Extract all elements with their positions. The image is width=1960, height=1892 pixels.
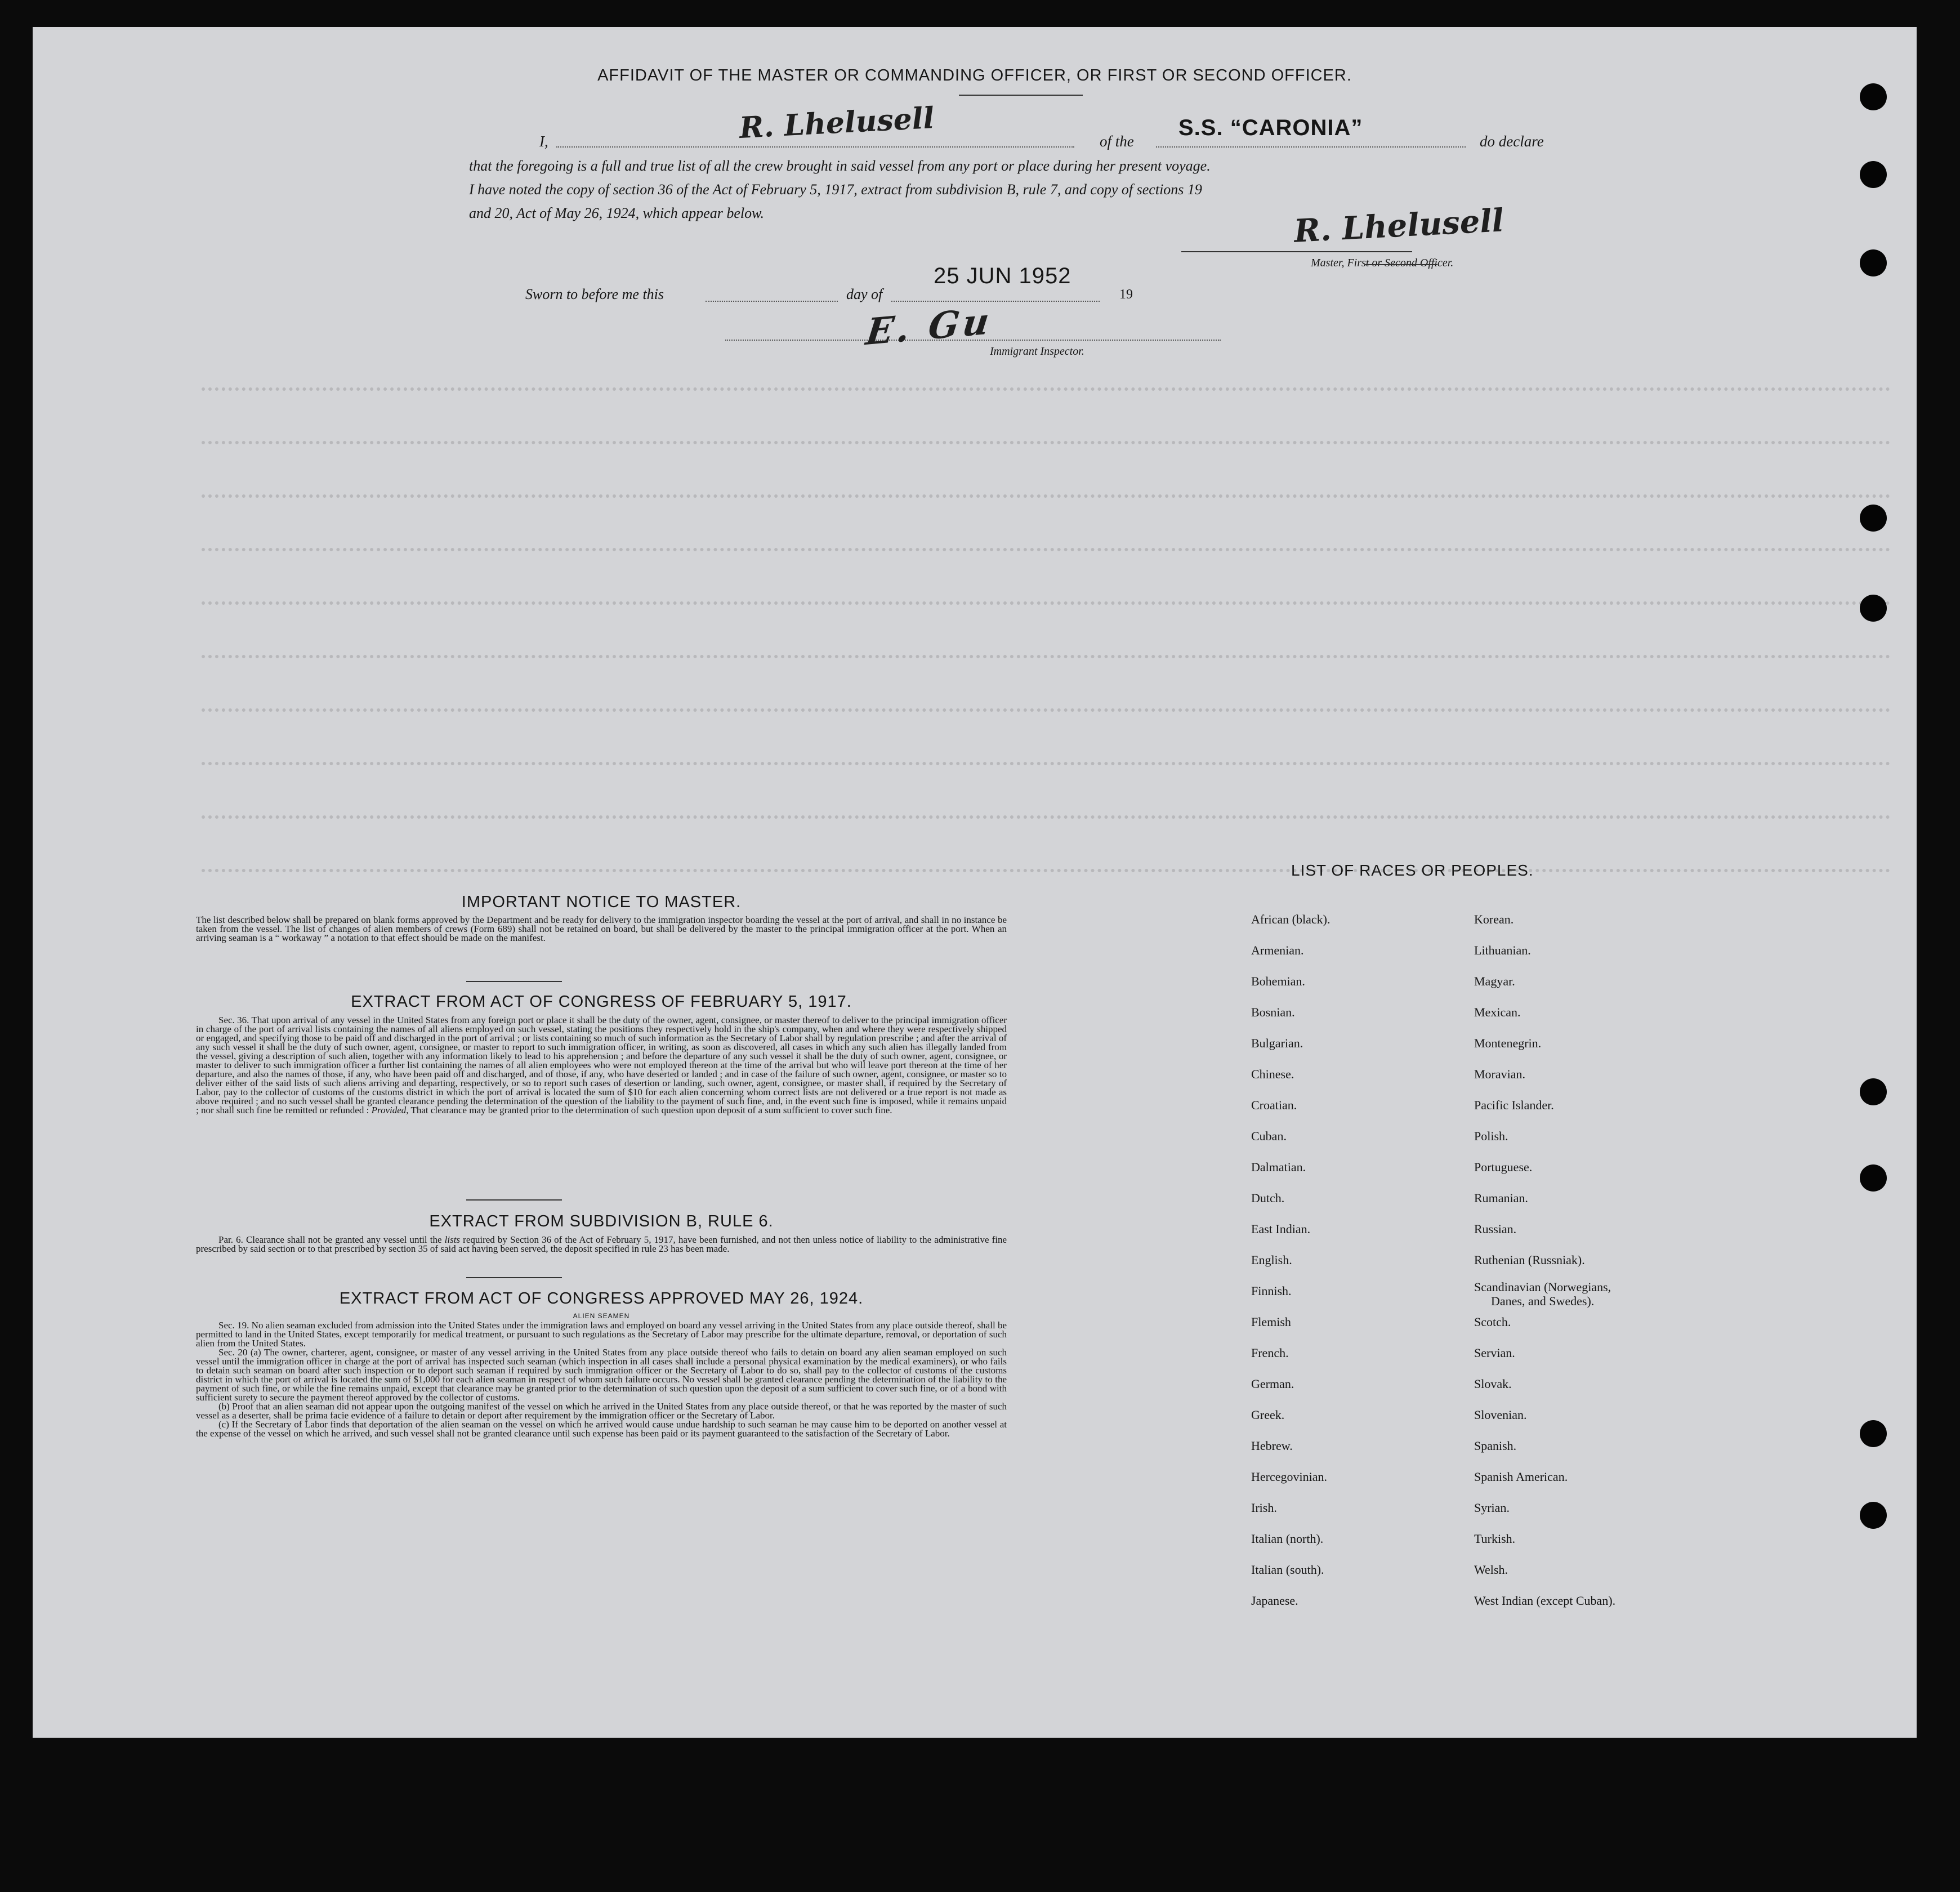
extract-1924-text bbox=[196, 1321, 1007, 1438]
race-item: Turkish. bbox=[1474, 1532, 1516, 1546]
master-caption: Master, First or Second Officer. bbox=[1311, 257, 1454, 269]
race-item: Servian. bbox=[1474, 1346, 1515, 1360]
race-item: Flemish bbox=[1251, 1315, 1291, 1329]
race-item: English. bbox=[1251, 1253, 1292, 1267]
bleed-through-line bbox=[202, 494, 1891, 507]
bleed-through-line bbox=[202, 762, 1891, 774]
provided-label: Provided, bbox=[371, 1105, 409, 1115]
sworn-month-line bbox=[891, 301, 1100, 302]
par-6-body-b: required by Section 36 of the Act of February 5, 1917, have been furnished, and not then unless notice of liability to the administrative fine prescribed by said section or to that prescribed by section 35 of said act having been served, the deposit specified in rule 23 has been made. bbox=[196, 1234, 1007, 1254]
bleed-through-line bbox=[202, 815, 1891, 828]
race-item: Rumanian. bbox=[1474, 1191, 1528, 1205]
race-item: Japanese. bbox=[1251, 1594, 1298, 1608]
race-item: Russian. bbox=[1474, 1222, 1517, 1236]
par-6-body-a: Clearance shall not be granted any vessel until the bbox=[245, 1234, 442, 1245]
race-item: Korean. bbox=[1474, 912, 1514, 926]
subdivision-text bbox=[196, 1235, 1007, 1253]
notice-text-body: The list described below shall be prepared on blank forms approved by the Department and be ready for delivery to the immigration inspector boarding the vessel at the port of arrival, and shall in no instance be taken from the vessel. The list of changes of alien members of crews (Form 689) shall not be retained on board, but shall be delivered by the master to the principal immigration officer at the port. When an arriving seaman is a “ workaway ” a notation to that effect should be made on the manifest. bbox=[196, 914, 1007, 943]
section-20b-label: (b) bbox=[218, 1401, 230, 1412]
affidavit-line-4: and 20, Act of May 26, 1924, which appear below. bbox=[469, 205, 765, 221]
section-20a-label: Sec. 20 (a) bbox=[218, 1347, 261, 1358]
race-item: Polish. bbox=[1474, 1129, 1508, 1143]
strike-first-or-second bbox=[1364, 264, 1437, 265]
race-item: Moravian. bbox=[1474, 1067, 1526, 1081]
sworn-day-line bbox=[706, 301, 838, 302]
section-rule bbox=[466, 981, 562, 982]
section-rule bbox=[466, 1199, 562, 1201]
punch-hole bbox=[1860, 1164, 1887, 1192]
of-the-label: of the bbox=[1100, 133, 1134, 150]
document-page bbox=[33, 27, 1917, 1738]
ship-line bbox=[1156, 146, 1466, 148]
bleed-through-line bbox=[202, 387, 1891, 400]
race-item: East Indian. bbox=[1251, 1222, 1311, 1236]
punch-hole bbox=[1860, 1502, 1887, 1529]
bleed-through-line bbox=[202, 601, 1891, 614]
race-item: Syrian. bbox=[1474, 1501, 1510, 1515]
race-item: Spanish. bbox=[1474, 1439, 1517, 1453]
punch-hole bbox=[1860, 505, 1887, 532]
race-item: Cuban. bbox=[1251, 1129, 1287, 1143]
race-item: Greek. bbox=[1251, 1408, 1285, 1422]
alien-seamen-subtitle: ALIEN SEAMEN bbox=[573, 1312, 630, 1320]
inspector-signature: E. Gu bbox=[863, 300, 995, 354]
race-item: Mexican. bbox=[1474, 1005, 1521, 1019]
bleed-through-line bbox=[202, 869, 1891, 881]
i-label: I, bbox=[539, 133, 548, 150]
section-36-body: That upon arrival of any vessel in the United States from any foreign port or place it shall be the duty of the owner, agent, consignee, or master thereof to deliver to the principal immigration officer in charge of the port of arrival lists containing the names of all aliens employed on such vessel, stating the positions they respectively hold in the ship's company, when and where they were respectively shipped or engaged, and specifying those to be paid off and discharged in the port of arrival ; or lists containing so much of such information as the Secretary of Labor shall by regulation prescribe ; and after the arrival of any such vessel it shall be the duty of such owner, agent, consignee, or master to report to such immigration officer, in writing, as soon as discovered, all cases in which any such alien has illegally landed from the vessel, giving a description of such alien, together with any information likely to lead to his apprehension ; and before the departure of any such vessel it shall be the duty of such owner, agent, consignee, or master to deliver to such immigration officer a further list containing the names of all alien employees who were not employed thereon at the time of the arrival but who will leave port thereon at the time of her departure, and also the names of those, if any, who have been paid off and discharged, and of those, if any, who have deserted or landed ; and in case of the failure of such owner, agent, consignee, or master so to deliver either of the said lists of such aliens arriving and departing, respectively, or so to report such cases of desertion or landing, such owner, agent, consignee, or master shall, if required by the Secretary of Labor, pay to the collector of customs of the customs district in which the port of arrival is located the sum of $10 for each alien concerning whom correct lists are not delivered or a true report is not made as above required ; and no such vessel shall be granted clearance pending the determination of the question of the liability to the payment of such fine, and, in the event such fine is imposed, while it remains unpaid ; nor shall such fine be remitted or refunded : bbox=[196, 1015, 1007, 1115]
section-19-body: No alien seaman excluded from admission into the United States under the immigration laws and employed on board any vessel arriving in the United States from any place outside thereof, shall be permitted to land in the United States, except temporarily for medical treatment, or pursuant to such regulations as the Secretary of Labor may prescribe for the ultimate departure, removal, or deportation of such alien from the United States. bbox=[196, 1320, 1007, 1349]
race-item: Scandinavian (Norwegians, bbox=[1474, 1280, 1611, 1294]
race-item: Hercegovinian. bbox=[1251, 1470, 1327, 1484]
race-item: Slovenian. bbox=[1474, 1408, 1527, 1422]
affidavit-line-2: that the foregoing is a full and true list of all the crew brought in said vessel from any port or place during her present voyage. bbox=[469, 158, 1211, 174]
affidavit-heading: AFFIDAVIT OF THE MASTER OR COMMANDING OFFICER, OR FIRST OR SECOND OFFICER. bbox=[597, 66, 1352, 84]
punch-hole bbox=[1860, 1420, 1887, 1447]
do-declare-label: do declare bbox=[1480, 133, 1544, 150]
notice-title: IMPORTANT NOTICE TO MASTER. bbox=[461, 893, 742, 911]
section-20c-label: (c) bbox=[218, 1419, 229, 1430]
race-item: Lithuanian. bbox=[1474, 943, 1531, 957]
subdivision-title: EXTRACT FROM SUBDIVISION B, RULE 6. bbox=[429, 1212, 774, 1230]
bleed-through-line bbox=[202, 708, 1891, 721]
race-item: Spanish American. bbox=[1474, 1470, 1568, 1484]
race-item: Finnish. bbox=[1251, 1284, 1292, 1298]
race-item: Dalmatian. bbox=[1251, 1160, 1306, 1174]
sworn-label: Sworn to before me this bbox=[525, 286, 664, 302]
race-item: Bohemian. bbox=[1251, 974, 1305, 988]
punch-hole bbox=[1860, 1078, 1887, 1105]
section-36-label: Sec. 36. bbox=[218, 1015, 249, 1025]
ship-name: S.S. “CARONIA” bbox=[1178, 115, 1363, 140]
race-item: German. bbox=[1251, 1377, 1294, 1391]
race-item: Ruthenian (Russniak). bbox=[1474, 1253, 1585, 1267]
bleed-through-line bbox=[202, 548, 1891, 560]
race-item: Hebrew. bbox=[1251, 1439, 1293, 1453]
year-prefix: 19 bbox=[1119, 287, 1133, 302]
extract-1917-text bbox=[196, 1016, 1007, 1115]
affidavit-line-3: I have noted the copy of section 36 of the Act of February 5, 1917, extract from subdivision B, rule 7, and copy of sections 19 bbox=[469, 181, 1202, 198]
master-signature-2: R. Lhelusell bbox=[1293, 202, 1505, 250]
race-item: Magyar. bbox=[1474, 974, 1515, 988]
master-signature: R. Lhelusell bbox=[738, 100, 935, 146]
bleed-through-line bbox=[202, 655, 1891, 667]
punch-hole bbox=[1860, 161, 1887, 188]
race-item: Italian (north). bbox=[1251, 1532, 1324, 1546]
race-item: Croatian. bbox=[1251, 1098, 1297, 1112]
races-title: LIST OF RACES OR PEOPLES. bbox=[1291, 862, 1534, 879]
punch-hole bbox=[1860, 595, 1887, 622]
race-item: Dutch. bbox=[1251, 1191, 1285, 1205]
extract-1917-title: EXTRACT FROM ACT OF CONGRESS OF FEBRUARY 5, 1917. bbox=[351, 993, 852, 1011]
race-item: French. bbox=[1251, 1346, 1289, 1360]
heading-rule bbox=[959, 95, 1083, 96]
race-item: Slovak. bbox=[1474, 1377, 1512, 1391]
race-item: Scotch. bbox=[1474, 1315, 1511, 1329]
par-6-label: Par. 6. bbox=[218, 1234, 243, 1245]
race-item: Portuguese. bbox=[1474, 1160, 1533, 1174]
race-item: Italian (south). bbox=[1251, 1563, 1324, 1577]
section-20b-body: Proof that an alien seaman did not appear upon the outgoing manifest of the vessel on which he arrived in the United States from any place outside thereof, or that he was reported by the master of such vessel as a deserter, shall be prima facie evidence of a failure to detain or deport after requirement by the immigration officer or the Secretary of Labor. bbox=[196, 1401, 1007, 1421]
notice-text bbox=[196, 916, 1007, 943]
master-name-line bbox=[556, 146, 1074, 148]
race-item: Chinese. bbox=[1251, 1067, 1294, 1081]
punch-hole bbox=[1860, 249, 1887, 276]
race-item: African (black). bbox=[1251, 912, 1331, 926]
race-item: Irish. bbox=[1251, 1501, 1277, 1515]
inspector-caption: Immigrant Inspector. bbox=[990, 345, 1084, 358]
section-20a-body: The owner, charterer, agent, consignee, or master of any vessel arriving in the United States from any place outside thereof who fails to detain on board any alien seaman employed on such vessel until the immigration officer in charge at the port of arrival has inspected such seaman (which inspection in all cases shall include a personal physical examination by the medical examiners), or who fails to detain such seaman on board after such inspection or to deport such seaman if required by such immigration officer or the Secretary of Labor to do so, shall pay to the collector of customs of the customs district in which the port of arrival is located the sum of $1,000 for each alien seaman in respect of whom such failure occurs. No vessel shall be granted clearance pending the determination of the liability to the payment of such fine, or while the fine remains unpaid, except that clearance may be granted prior to the determination of such question upon the deposit of a sum sufficient to cover such fine, or of a bond with sufficient surety to secure the payment thereof approved by the collector of customs. bbox=[196, 1347, 1007, 1403]
master-signature-line bbox=[1181, 251, 1412, 252]
section-20c-body: If the Secretary of Labor finds that deportation of the alien seaman on the vessel on which he arrived would cause undue hardship to such seaman he may cause him to be deported on another vessel at the expense of the vessel on which he arrived, and such vessel shall not be granted clearance until such expense has been paid or its payment guaranteed to the satisfaction of the Secretary of Labor. bbox=[196, 1419, 1007, 1439]
race-item: Pacific Islander. bbox=[1474, 1098, 1554, 1112]
race-item: Montenegrin. bbox=[1474, 1036, 1542, 1050]
section-19-label: Sec. 19. bbox=[218, 1320, 249, 1331]
race-item: Bosnian. bbox=[1251, 1005, 1295, 1019]
extract-1924-title: EXTRACT FROM ACT OF CONGRESS APPROVED MAY 26, 1924. bbox=[339, 1289, 864, 1308]
race-item-continuation: Danes, and Swedes). bbox=[1491, 1294, 1595, 1308]
day-of-label: day of bbox=[846, 286, 883, 302]
date-stamp: 25 JUN 1952 bbox=[934, 264, 1071, 288]
section-36-end: That clearance may be granted prior to the determination of such question upon deposit of a sum sufficient to cover such fine. bbox=[410, 1105, 892, 1115]
bleed-through-line bbox=[202, 441, 1891, 453]
race-item: West Indian (except Cuban). bbox=[1474, 1594, 1616, 1608]
lists-word: lists bbox=[444, 1234, 461, 1245]
race-item: Armenian. bbox=[1251, 943, 1304, 957]
race-item: Welsh. bbox=[1474, 1563, 1508, 1577]
race-item: Bulgarian. bbox=[1251, 1036, 1303, 1050]
punch-hole bbox=[1860, 83, 1887, 110]
section-rule bbox=[466, 1277, 562, 1278]
